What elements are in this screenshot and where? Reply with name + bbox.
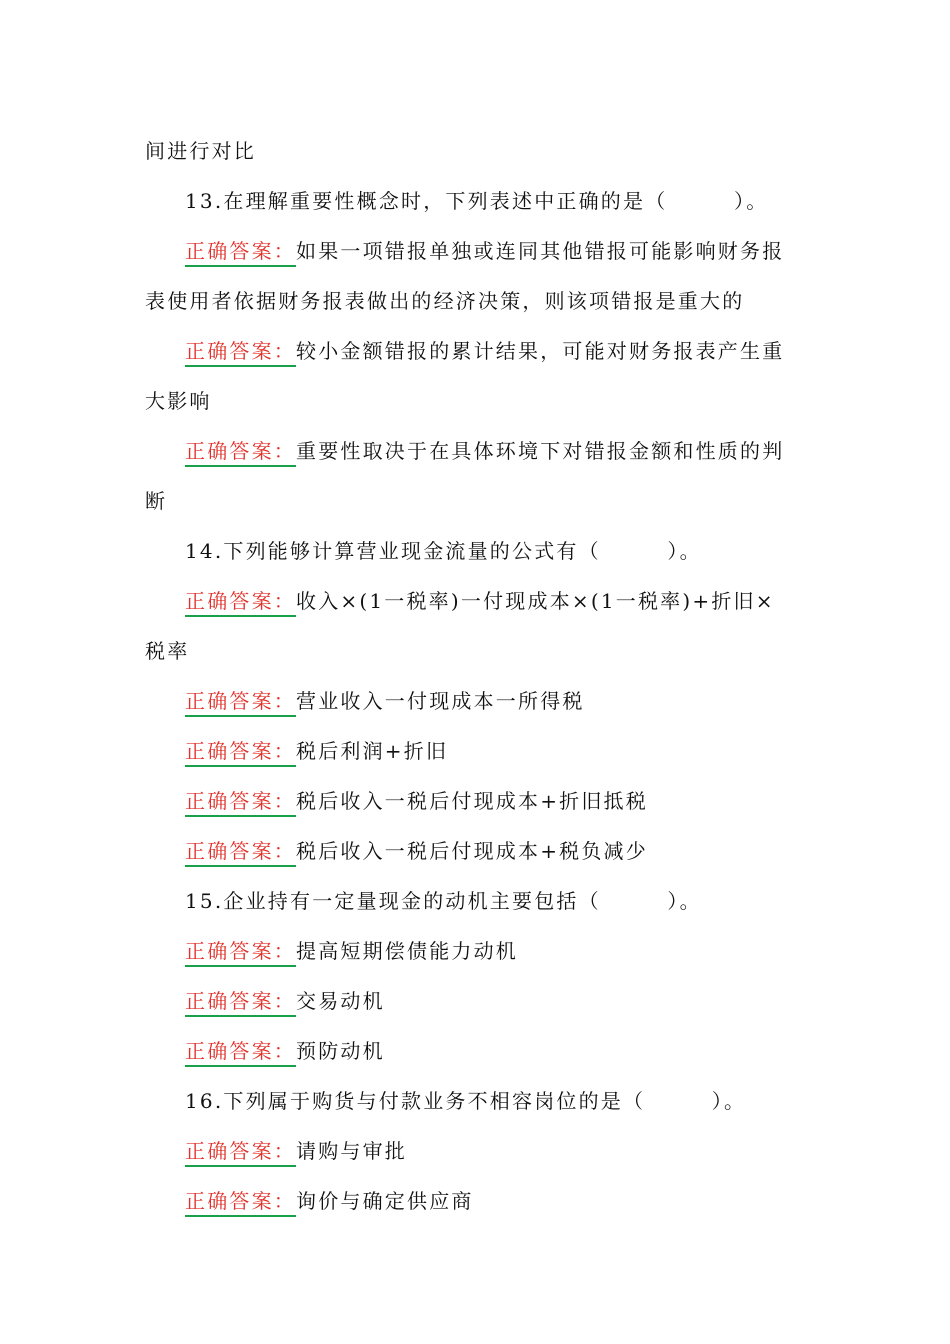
question-line [145, 530, 810, 580]
document-body [145, 130, 810, 1230]
question-line [145, 880, 810, 930]
correct-answer-label: 正确答案： [185, 1138, 296, 1167]
continuation-line [145, 480, 810, 530]
line-text: 表使用者依据财务报表做出的经济决策，则该项错报是重大的 [145, 289, 745, 313]
correct-answer-label: 正确答案： [185, 838, 296, 867]
answer-line [145, 830, 810, 880]
answer-line [145, 1180, 810, 1230]
correct-answer-label: 正确答案： [185, 738, 296, 767]
correct-answer-label: 正确答案： [185, 338, 296, 367]
answer-line [145, 430, 810, 480]
line-text: 税率 [145, 639, 190, 663]
continuation-line [145, 130, 810, 180]
line-text: 断 [145, 489, 168, 513]
line-text: 如果一项错报单独或连同其他错报可能影响财务报 [296, 239, 785, 263]
line-text: 交易动机 [296, 989, 385, 1013]
correct-answer-label: 正确答案： [185, 938, 296, 967]
answer-line [145, 1130, 810, 1180]
question-line [145, 180, 810, 230]
correct-answer-label: 正确答案： [185, 438, 296, 467]
continuation-line [145, 630, 810, 680]
correct-answer-label: 正确答案： [185, 788, 296, 817]
line-text: 税后收入一税后付现成本+税负减少 [296, 839, 648, 863]
correct-answer-label: 正确答案： [185, 238, 296, 267]
line-text: 税后收入一税后付现成本+折旧抵税 [296, 789, 648, 813]
line-text: 重要性取决于在具体环境下对错报金额和性质的判 [296, 439, 785, 463]
question-line [145, 1080, 810, 1130]
correct-answer-label: 正确答案： [185, 1038, 296, 1067]
correct-answer-label: 正确答案： [185, 1188, 296, 1217]
question-text: 14.下列能够计算营业现金流量的公式有（ ）。 [185, 539, 702, 563]
answer-line [145, 330, 810, 380]
line-text: 营业收入一付现成本一所得税 [296, 689, 585, 713]
answer-line [145, 230, 810, 280]
line-text: 请购与审批 [296, 1139, 407, 1163]
correct-answer-label: 正确答案： [185, 988, 296, 1017]
line-text: 税后利润+折旧 [296, 739, 449, 763]
answer-line [145, 1030, 810, 1080]
answer-line [145, 580, 810, 630]
answer-line [145, 780, 810, 830]
line-text: 间进行对比 [145, 139, 256, 163]
correct-answer-label: 正确答案： [185, 588, 296, 617]
line-text: 大影响 [145, 389, 212, 413]
line-text: 较小金额错报的累计结果，可能对财务报表产生重 [296, 339, 785, 363]
line-text: 提高短期偿债能力动机 [296, 939, 518, 963]
line-text: 询价与确定供应商 [296, 1189, 474, 1213]
answer-line [145, 680, 810, 730]
continuation-line [145, 380, 810, 430]
question-text: 15.企业持有一定量现金的动机主要包括（ ）。 [185, 889, 702, 913]
answer-line [145, 930, 810, 980]
question-text: 13.在理解重要性概念时，下列表述中正确的是（ ）。 [185, 189, 769, 213]
continuation-line [145, 280, 810, 330]
line-text: 收入×(1一税率)一付现成本×(1一税率)+折旧× [296, 589, 775, 613]
line-text: 预防动机 [296, 1039, 385, 1063]
correct-answer-label: 正确答案： [185, 688, 296, 717]
answer-line [145, 980, 810, 1030]
question-text: 16.下列属于购货与付款业务不相容岗位的是（ ）。 [185, 1089, 747, 1113]
answer-line [145, 730, 810, 780]
